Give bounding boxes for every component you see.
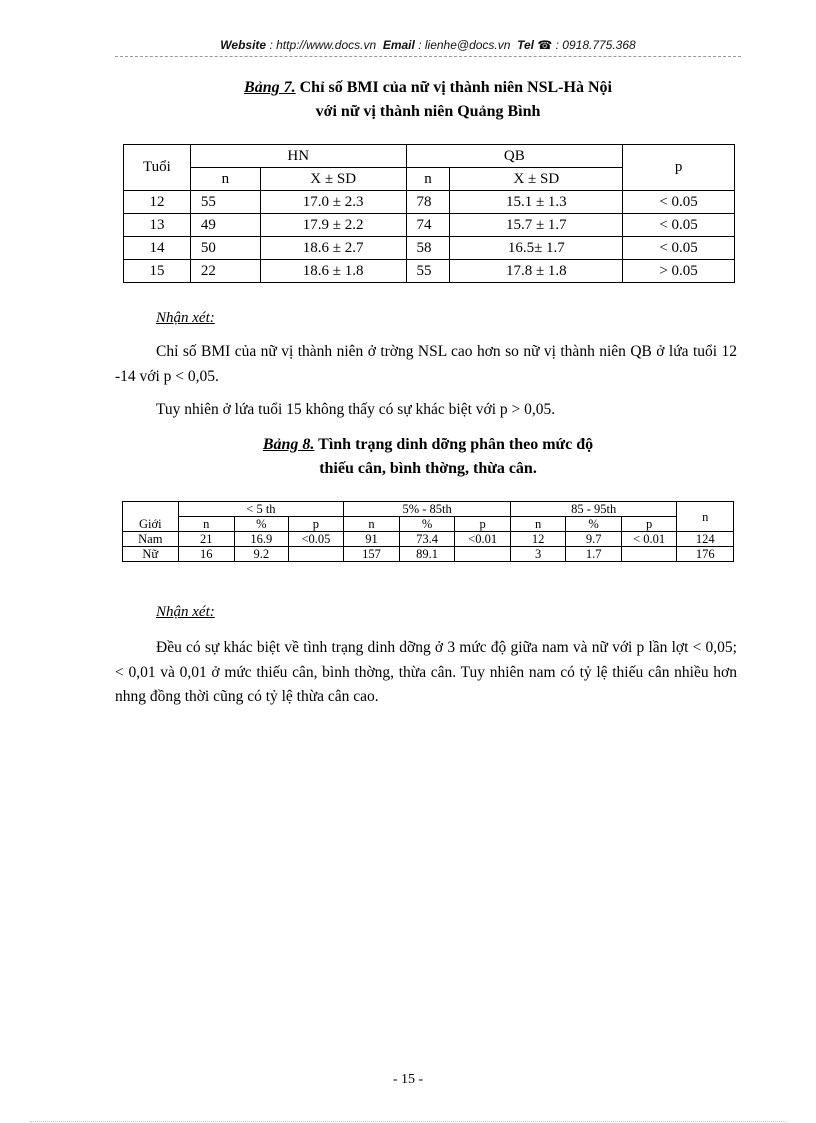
header-divider [115, 56, 741, 57]
cell-qb-mean: 16.5± 1.7 [450, 237, 623, 260]
cell-n1: 21 [178, 532, 234, 547]
note1-paragraph1: Chỉ số BMI của nữ vị thành niên ở trờng NSL cao hơn so nữ vị thành niên QB ở lứa tuổi 12 -14 với p < 0,05. [115, 343, 737, 385]
cell-p2 [455, 547, 511, 562]
table-row [124, 191, 735, 214]
page-bottom-divider [30, 1121, 786, 1122]
cell-qb-mean: 17.8 ± 1.8 [450, 260, 623, 283]
table7-caption-line2: với nữ vị thành niên Quảng Bình [315, 103, 541, 120]
cell-pct2: 73.4 [399, 532, 455, 547]
table-row [124, 214, 735, 237]
table8-caption-line1 [115, 433, 741, 457]
cell-n1: 16 [178, 547, 234, 562]
cell-n3: 12 [510, 532, 565, 547]
cell-n3: 3 [510, 547, 565, 562]
table8-caption-line2: thiếu cân, bình thờng, thừa cân. [319, 460, 537, 477]
table8-header-p2: p [455, 517, 511, 532]
cell-n2: 157 [344, 547, 400, 562]
email-label: Email [382, 38, 415, 52]
cell-hn-mean: 18.6 ± 2.7 [260, 237, 406, 260]
table7-header-age: Tuổi [124, 145, 191, 191]
cell-hn-mean: 18.6 ± 1.8 [260, 260, 406, 283]
tel-label: Tel ☎ [517, 38, 553, 52]
table-row [123, 547, 734, 562]
table7-header-hn-n: n [190, 168, 260, 191]
note2-paragraph1: Đều có sự khác biệt về tình trạng dinh dỡng ở 3 mức độ giữa nam và nữ với p lần lợt < 0,05; < 0,01 và 0,01 ở mức thiếu cân, bình thờng, thừa cân. Tuy nhiên nam có tỷ lệ thiếu cân nhiều hơn nhng đồng thời cũng có tỷ lệ thừa cân cao. [115, 639, 737, 705]
page-header [115, 38, 741, 52]
note2-title: Nhận xét: [156, 604, 215, 620]
website-label: Website [220, 38, 267, 52]
table8-header-n3: n [510, 517, 565, 532]
tel-value: : 0918.775.368 [555, 38, 636, 52]
cell-p1 [288, 547, 344, 562]
table7-header-p: p [623, 145, 735, 191]
cell-pct1: 16.9 [235, 532, 289, 547]
cell-p3 [621, 547, 677, 562]
cell-pct3: 1.7 [566, 547, 621, 562]
table7-header-hn-mean: X ± SD [260, 168, 406, 191]
cell-sex: Nữ [123, 547, 179, 562]
table8-header-sex: Giới [123, 517, 179, 532]
cell-hn-n: 22 [190, 260, 260, 283]
cell-hn-n: 50 [190, 237, 260, 260]
table8-title: Tình trạng dinh dỡng phân theo mức độ [314, 436, 594, 453]
website-url[interactable]: : http://www.docs.vn [269, 38, 377, 52]
table8-header-pct3: % [566, 517, 621, 532]
cell-qb-mean: 15.7 ± 1.7 [450, 214, 623, 237]
table-row [124, 260, 735, 283]
cell-p3: < 0.01 [621, 532, 677, 547]
table7-caption-line1 [115, 76, 741, 100]
cell-total: 124 [677, 532, 734, 547]
table8 [122, 501, 734, 562]
cell-hn-mean: 17.9 ± 2.2 [260, 214, 406, 237]
table7-caption [115, 76, 741, 124]
cell-age: 14 [124, 237, 191, 260]
cell-pct1: 9.2 [235, 547, 289, 562]
cell-pct3: 9.7 [566, 532, 621, 547]
cell-p: < 0.05 [623, 214, 735, 237]
cell-total: 176 [677, 547, 734, 562]
table8-header-group3: 85 - 95th [510, 502, 676, 517]
table8-header-p1: p [288, 517, 344, 532]
cell-qb-n: 78 [406, 191, 450, 214]
table7-header-hn: HN [190, 145, 406, 168]
table8-header-p3: p [621, 517, 677, 532]
email-value[interactable]: : lienhe@docs.vn [418, 38, 511, 52]
table8-header-n2: n [344, 517, 400, 532]
table8-header-group1: < 5 th [178, 502, 344, 517]
table8-caption [115, 433, 741, 481]
table8-header-total: n [677, 502, 734, 532]
cell-hn-mean: 17.0 ± 2.3 [260, 191, 406, 214]
table7-header-qb-mean: X ± SD [450, 168, 623, 191]
table7-title: Chỉ số BMI của nữ vị thành niên NSL-Hà Nội [295, 79, 612, 96]
table8-header-blank [123, 502, 179, 517]
cell-age: 13 [124, 214, 191, 237]
cell-sex: Nam [123, 532, 179, 547]
table7-header-qb: QB [406, 145, 623, 168]
cell-p: < 0.05 [623, 191, 735, 214]
cell-qb-n: 74 [406, 214, 450, 237]
cell-n2: 91 [344, 532, 400, 547]
cell-hn-n: 49 [190, 214, 260, 237]
cell-p: < 0.05 [623, 237, 735, 260]
table-row [124, 237, 735, 260]
cell-p2: <0.01 [455, 532, 511, 547]
table7-label: Bảng 7. [244, 79, 296, 96]
cell-qb-n: 58 [406, 237, 450, 260]
table7 [123, 144, 735, 283]
table8-header-n1: n [178, 517, 234, 532]
cell-qb-n: 55 [406, 260, 450, 283]
cell-p: > 0.05 [623, 260, 735, 283]
cell-age: 15 [124, 260, 191, 283]
table-row [123, 532, 734, 547]
cell-p1: <0.05 [288, 532, 344, 547]
cell-pct2: 89.1 [399, 547, 455, 562]
cell-hn-n: 55 [190, 191, 260, 214]
cell-age: 12 [124, 191, 191, 214]
table7-header-qb-n: n [406, 168, 450, 191]
table8-label: Bảng 8. [262, 436, 315, 453]
note1-paragraph2: Tuy nhiên ở lứa tuổi 15 không thấy có sự khác biệt với p > 0,05. [156, 401, 556, 418]
note1-title: Nhận xét: [156, 310, 215, 326]
table8-header-pct1: % [235, 517, 289, 532]
table8-header-pct2: % [399, 517, 455, 532]
table8-header-group2: 5% - 85th [344, 502, 511, 517]
cell-qb-mean: 15.1 ± 1.3 [450, 191, 623, 214]
page-number: - 15 - [392, 1072, 424, 1087]
